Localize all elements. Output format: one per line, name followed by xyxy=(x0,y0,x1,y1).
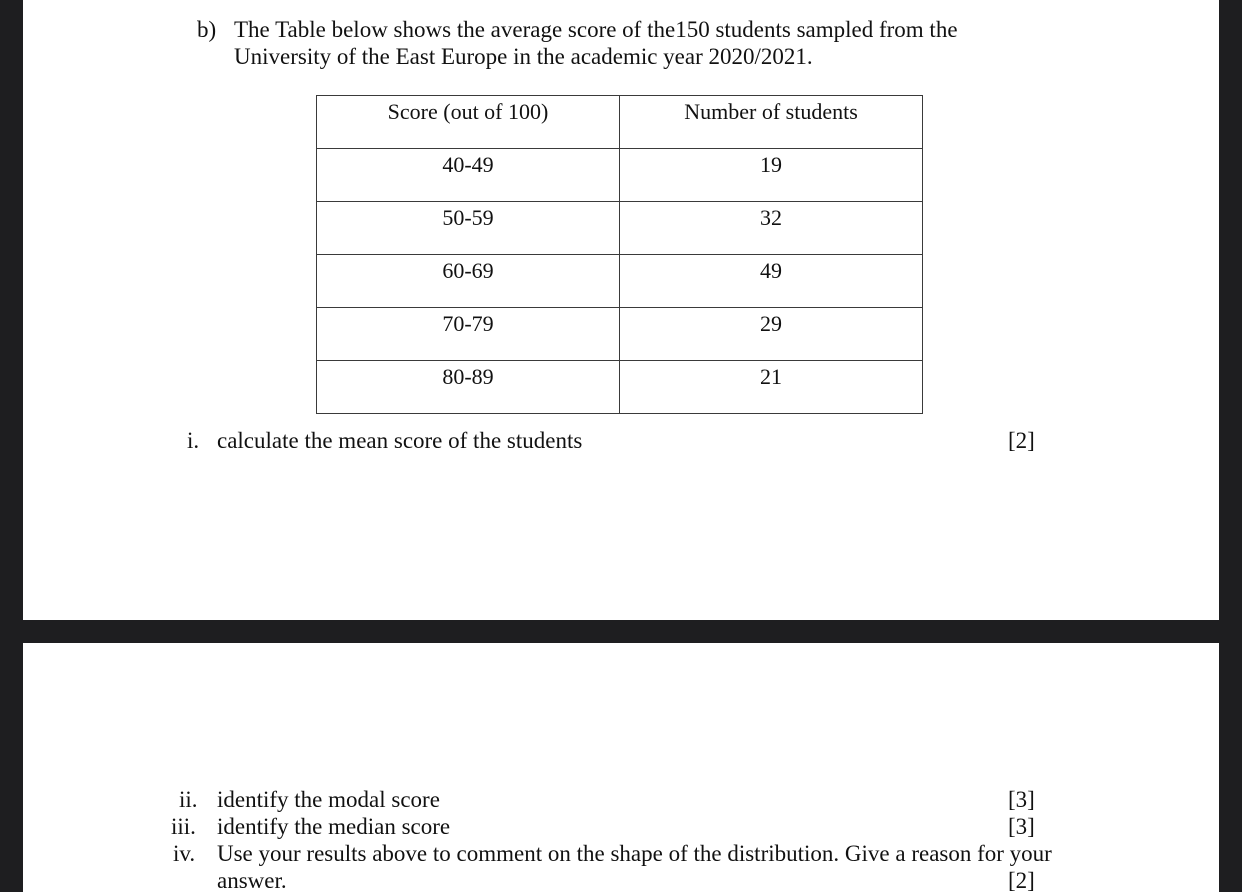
subquestion-ii-text: identify the modal score xyxy=(217,787,440,812)
subquestion-ii-numeral: ii. xyxy=(179,787,198,812)
question-b-line-2: University of the East Europe in the academic year 2020/2021. xyxy=(234,44,813,69)
score-table xyxy=(316,95,923,414)
subquestion-i-text: calculate the mean score of the students xyxy=(217,428,583,453)
table-cell-score: 70-79 xyxy=(317,308,620,361)
document-page-1 xyxy=(23,0,1219,620)
table-row xyxy=(317,308,923,361)
subquestion-i-numeral: i. xyxy=(187,428,200,453)
table-cell-count: 19 xyxy=(620,149,923,202)
table-cell-score: 50-59 xyxy=(317,202,620,255)
subquestion-iv-text-continued: answer. xyxy=(217,868,287,892)
subquestion-iii-marks: [3] xyxy=(1008,814,1035,839)
subquestion-iii-text: identify the median score xyxy=(217,814,451,839)
table-cell-score: 60-69 xyxy=(317,255,620,308)
subquestion-i-marks: [2] xyxy=(1008,428,1035,453)
subquestion-iii-numeral: iii. xyxy=(171,814,196,839)
question-b-label: b) xyxy=(197,17,217,42)
subquestion-iv-marks: [2] xyxy=(1008,868,1035,892)
table-row xyxy=(317,361,923,414)
table-row xyxy=(317,255,923,308)
table-cell-count: 29 xyxy=(620,308,923,361)
table-cell-count: 21 xyxy=(620,361,923,414)
table-cell-score: 80-89 xyxy=(317,361,620,414)
table-cell-score: 40-49 xyxy=(317,149,620,202)
document-page-2 xyxy=(23,643,1219,892)
table-row xyxy=(317,202,923,255)
table-cell-count: 49 xyxy=(620,255,923,308)
question-b-line-1: The Table below shows the average score of the150 students sampled from the xyxy=(234,17,958,42)
subquestion-iv-text: Use your results above to comment on the shape of the distribution. Give a reason for your xyxy=(217,841,1052,866)
table-cell-count: 32 xyxy=(620,202,923,255)
column-header-score: Score (out of 100) xyxy=(317,96,620,149)
column-header-students: Number of students xyxy=(620,96,923,149)
table-header-row xyxy=(317,96,923,149)
subquestion-ii-marks: [3] xyxy=(1008,787,1035,812)
subquestion-iv-numeral: iv. xyxy=(173,841,196,866)
table-row xyxy=(317,149,923,202)
